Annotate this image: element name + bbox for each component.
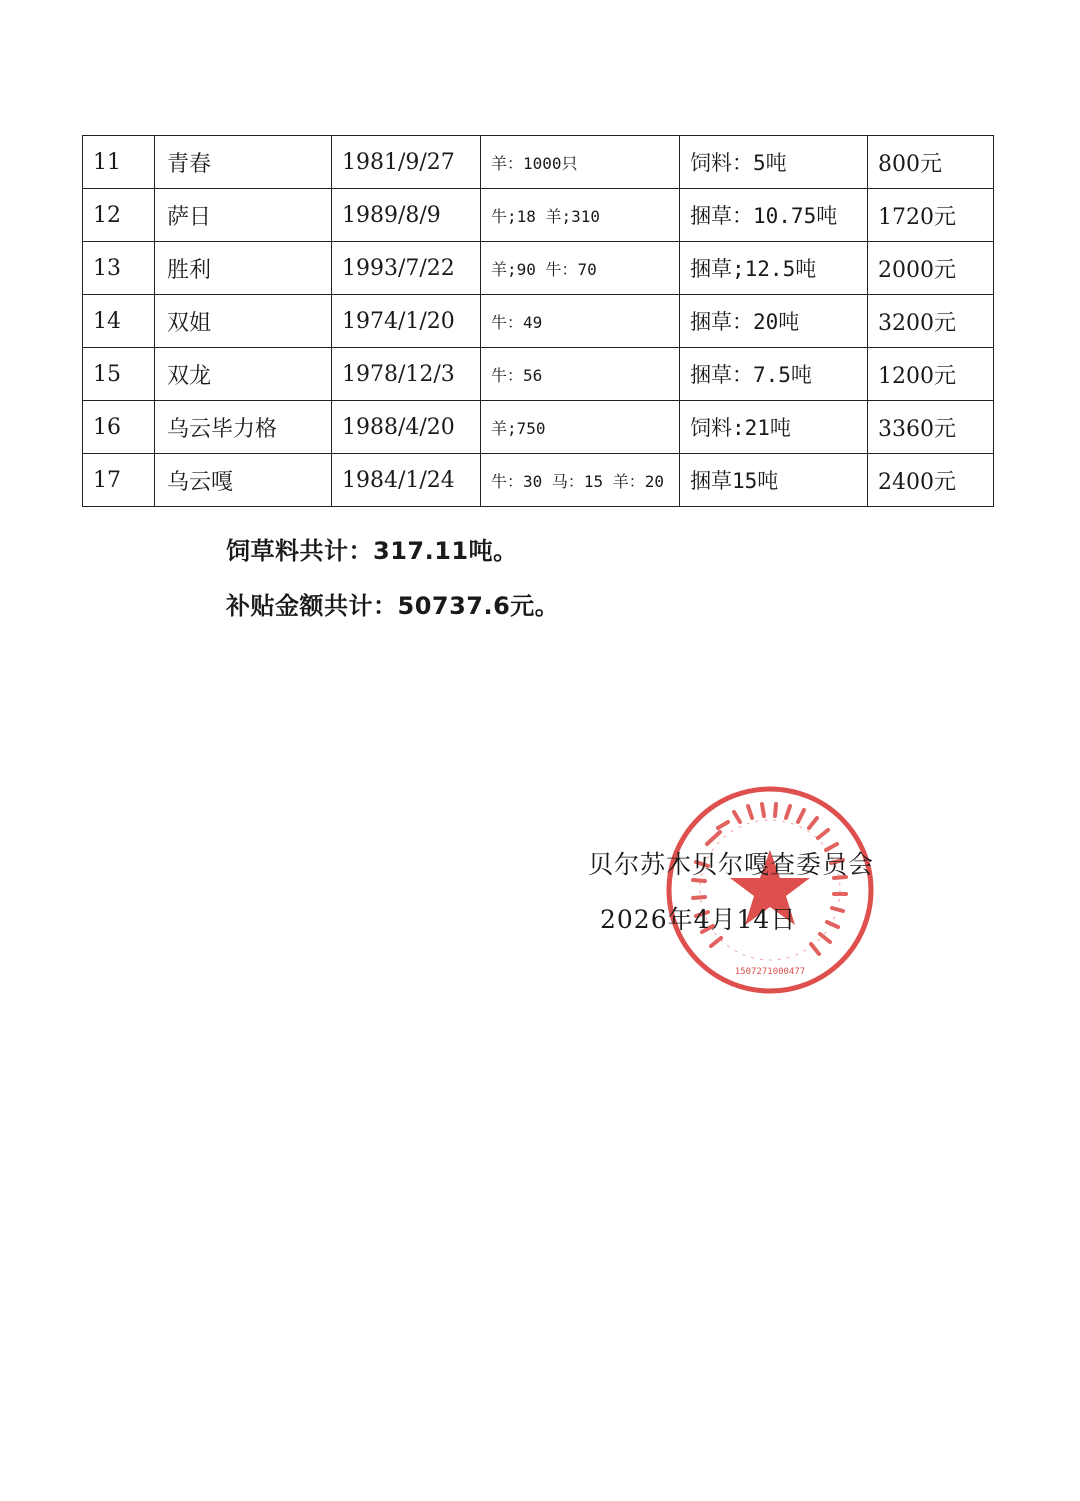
subsidy-amount: 800元 [868, 136, 994, 189]
herder-name: 乌云毕力格 [155, 401, 332, 454]
birth-date: 1981/9/27 [332, 136, 481, 189]
herder-name: 萨日 [155, 189, 332, 242]
birth-date: 1978/12/3 [332, 348, 481, 401]
herder-name: 胜利 [155, 242, 332, 295]
subsidy-amount: 3360元 [868, 401, 994, 454]
table-row [83, 348, 994, 401]
feed-amount: 捆草15吨 [680, 454, 868, 507]
feed-amount: 捆草;12.5吨 [680, 242, 868, 295]
row-number: 16 [83, 401, 155, 454]
table-row [83, 242, 994, 295]
organization-name: 贝尔苏木贝尔嘎查委员会 [588, 850, 875, 879]
birth-date: 1989/8/9 [332, 189, 481, 242]
row-number: 12 [83, 189, 155, 242]
herder-name: 乌云嘎 [155, 454, 332, 507]
feed-amount: 捆草：10.75吨 [680, 189, 868, 242]
table-row [83, 136, 994, 189]
feed-amount: 捆草：20吨 [680, 295, 868, 348]
livestock-count: 羊;750 [481, 401, 680, 454]
seal-code: 1507271000477 [734, 967, 806, 977]
livestock-count: 羊：1000只 [481, 136, 680, 189]
livestock-count: 牛：30 马：15 羊：20 [481, 454, 680, 507]
birth-date: 1984/1/24 [332, 454, 481, 507]
feed-amount: 捆草：7.5吨 [680, 348, 868, 401]
row-number: 13 [83, 242, 155, 295]
herder-name: 双姐 [155, 295, 332, 348]
official-seal-icon [662, 782, 878, 998]
subsidy-amount: 1200元 [868, 348, 994, 401]
livestock-count: 羊;90 牛：70 [481, 242, 680, 295]
birth-date: 1988/4/20 [332, 401, 481, 454]
subsidy-amount: 3200元 [868, 295, 994, 348]
livestock-count: 牛：56 [481, 348, 680, 401]
subsidy-amount: 2400元 [868, 454, 994, 507]
subsidy-amount: 1720元 [868, 189, 994, 242]
birth-date: 1993/7/22 [332, 242, 481, 295]
signature-date: 2026年4月14日 [600, 905, 797, 934]
livestock-count: 牛：49 [481, 295, 680, 348]
table-row [83, 189, 994, 242]
herder-name: 青春 [155, 136, 332, 189]
table-row [83, 401, 994, 454]
row-number: 15 [83, 348, 155, 401]
birth-date: 1974/1/20 [332, 295, 481, 348]
feed-amount: 饲料:21吨 [680, 401, 868, 454]
row-number: 17 [83, 454, 155, 507]
subsidy-amount: 2000元 [868, 242, 994, 295]
row-number: 11 [83, 136, 155, 189]
feed-total-line: 饲草料共计：317.11吨。 [226, 537, 518, 565]
table-row [83, 295, 994, 348]
subsidy-table [82, 135, 994, 507]
subsidy-total-line: 补贴金额共计：50737.6元。 [226, 592, 560, 620]
herder-name: 双龙 [155, 348, 332, 401]
row-number: 14 [83, 295, 155, 348]
table-row [83, 454, 994, 507]
feed-amount: 饲料：5吨 [680, 136, 868, 189]
livestock-count: 牛;18 羊;310 [481, 189, 680, 242]
